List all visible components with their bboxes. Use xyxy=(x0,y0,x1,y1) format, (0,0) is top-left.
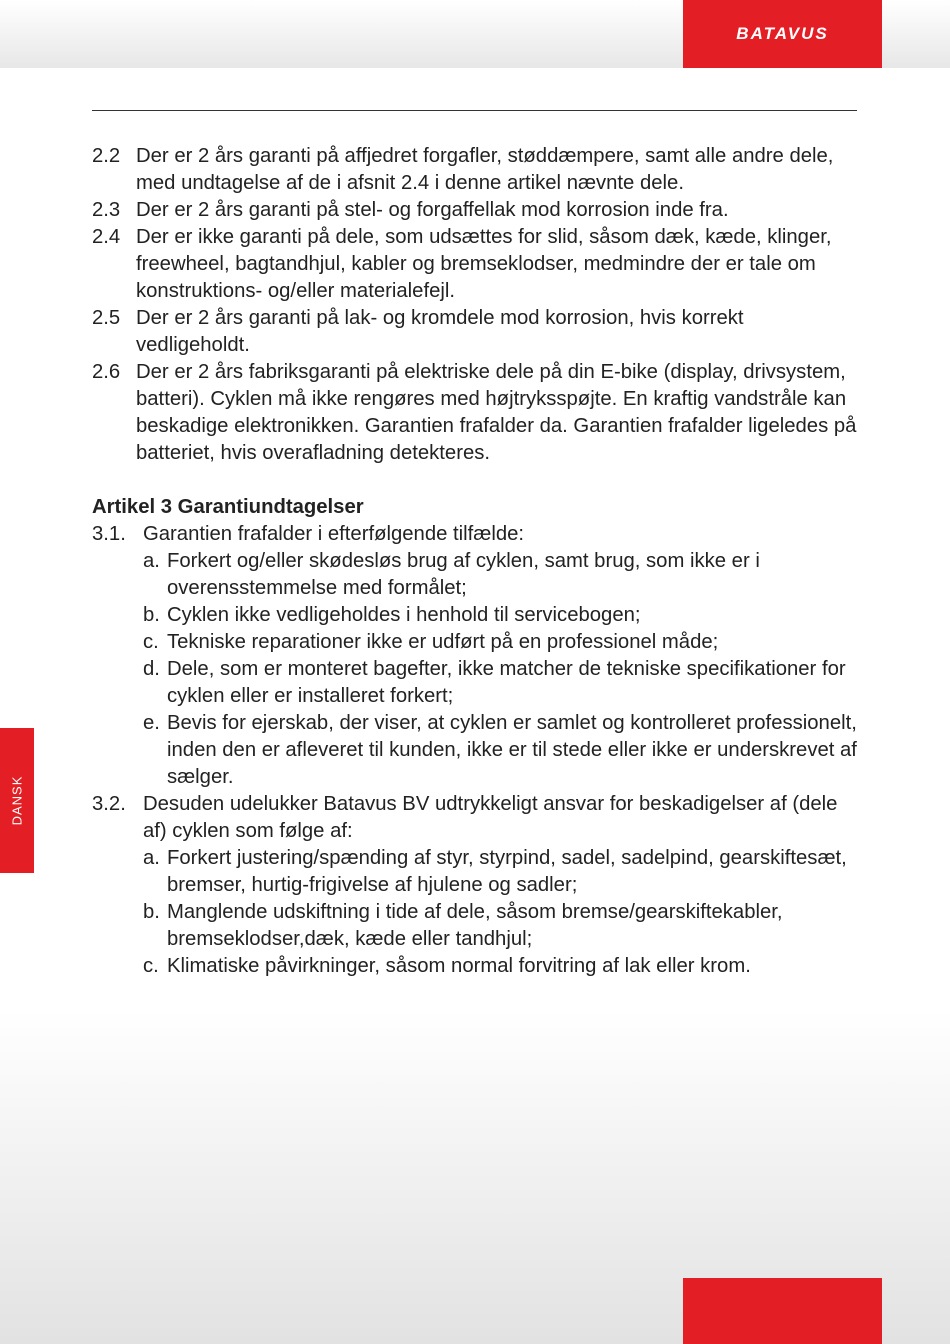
clause-text: Desuden udelukker Batavus BV udtrykkeligt ansvar for beskadigelser af (dele af) cyklen som følge af: xyxy=(143,793,838,842)
section-number: 2.6 xyxy=(92,361,121,383)
article-3-heading: Artikel 3 Garantiundtagelser xyxy=(92,496,364,518)
item-text: Cyklen ikke vedligeholdes i henhold til servicebogen; xyxy=(167,604,641,626)
section-2-4 xyxy=(92,224,862,305)
header-divider xyxy=(92,110,857,111)
clause-3-2-item-b xyxy=(143,899,862,953)
section-number: 2.2 xyxy=(92,145,121,167)
item-letter: e. xyxy=(143,712,160,734)
language-tab xyxy=(0,728,34,873)
item-text: Forkert og/eller skødesløs brug af cyklen, samt brug, som ikke er i overensstemmelse med formålet; xyxy=(167,550,760,599)
item-text: Manglende udskiftning i tide af dele, såsom bremse/gearskiftekabler, bremseklodser,dæk, kæde eller tandhjul; xyxy=(167,901,783,950)
item-letter: b. xyxy=(143,901,160,923)
item-letter: a. xyxy=(143,550,160,572)
brand-logo xyxy=(683,0,882,68)
clause-3-2 xyxy=(92,791,862,845)
clause-3-1-item-e xyxy=(143,710,862,791)
item-text: Tekniske reparationer ikke er udført på en professionel måde; xyxy=(167,631,719,653)
clause-3-1-item-c xyxy=(143,629,862,656)
clause-3-1-item-a xyxy=(143,548,862,602)
item-letter: c. xyxy=(143,631,159,653)
section-text: Der er 2 års garanti på affjedret forgafler, støddæmpere, samt alle andre dele, med undtagelse af de i afsnit 2.4 i denne artikel nævnte dele. xyxy=(136,145,834,194)
clause-3-1 xyxy=(92,521,862,548)
section-2-2 xyxy=(92,143,862,197)
section-2-5 xyxy=(92,305,862,359)
section-text: Der er 2 års fabriksgaranti på elektriske dele på din E-bike (display, drivsystem, batteri). Cyklen må ikke rengøres med højtryksspøjte. En kraftig vandstråle kan beskadige elektronikken. Garantien frafalder da. Garantien frafalder ligeledes på batteriet, hvis overafladning detekteres. xyxy=(136,361,857,464)
section-text: Der er 2 års garanti på stel- og forgaffellak mod korrosion inde fra. xyxy=(136,199,729,221)
clause-3-1-item-d xyxy=(143,656,862,710)
item-letter: c. xyxy=(143,955,159,977)
section-text: Der er 2 års garanti på lak- og kromdele mod korrosion, hvis korrekt vedligeholdt. xyxy=(136,307,744,356)
item-text: Dele, som er monteret bagefter, ikke matcher de tekniske specifikationer for cyklen eller er installeret forkert; xyxy=(167,658,846,707)
clause-3-2-item-a xyxy=(143,845,862,899)
clause-number: 3.2. xyxy=(92,793,126,815)
section-2-6 xyxy=(92,359,862,467)
brand-logo-text: BATAVUS xyxy=(736,24,829,43)
item-letter: b. xyxy=(143,604,160,626)
spacer xyxy=(92,467,862,494)
item-letter: d. xyxy=(143,658,160,680)
section-2-3 xyxy=(92,197,862,224)
clause-number: 3.1. xyxy=(92,523,126,545)
item-text: Klimatiske påvirkninger, såsom normal forvitring af lak eller krom. xyxy=(167,955,751,977)
item-letter: a. xyxy=(143,847,160,869)
item-text: Forkert justering/spænding af styr, styrpind, sadel, sadelpind, gearskiftesæt, bremser, hurtig-frigivelse af hjulene og sadler; xyxy=(167,847,847,896)
page-content xyxy=(92,143,862,980)
section-text: Der er ikke garanti på dele, som udsættes for slid, såsom dæk, kæde, klinger, freewheel, bagtandhjul, kabler og bremseklodser, medmindre der er tale om konstruktions- og/eller materialefejl. xyxy=(136,226,832,302)
clause-3-1-item-b xyxy=(143,602,862,629)
section-number: 2.5 xyxy=(92,307,121,329)
clause-3-2-item-c xyxy=(143,953,862,980)
clause-text: Garantien frafalder i efterfølgende tilfælde: xyxy=(143,523,525,545)
language-tab-label: DANSK xyxy=(9,775,25,826)
section-number: 2.4 xyxy=(92,226,121,248)
footer-red-block xyxy=(683,1278,882,1344)
item-text: Bevis for ejerskab, der viser, at cyklen er samlet og kontrolleret professionelt, inden den er afleveret til kunden, ikke er til stede eller ikke er underskrevet af sælger. xyxy=(167,712,857,788)
section-number: 2.3 xyxy=(92,199,121,221)
